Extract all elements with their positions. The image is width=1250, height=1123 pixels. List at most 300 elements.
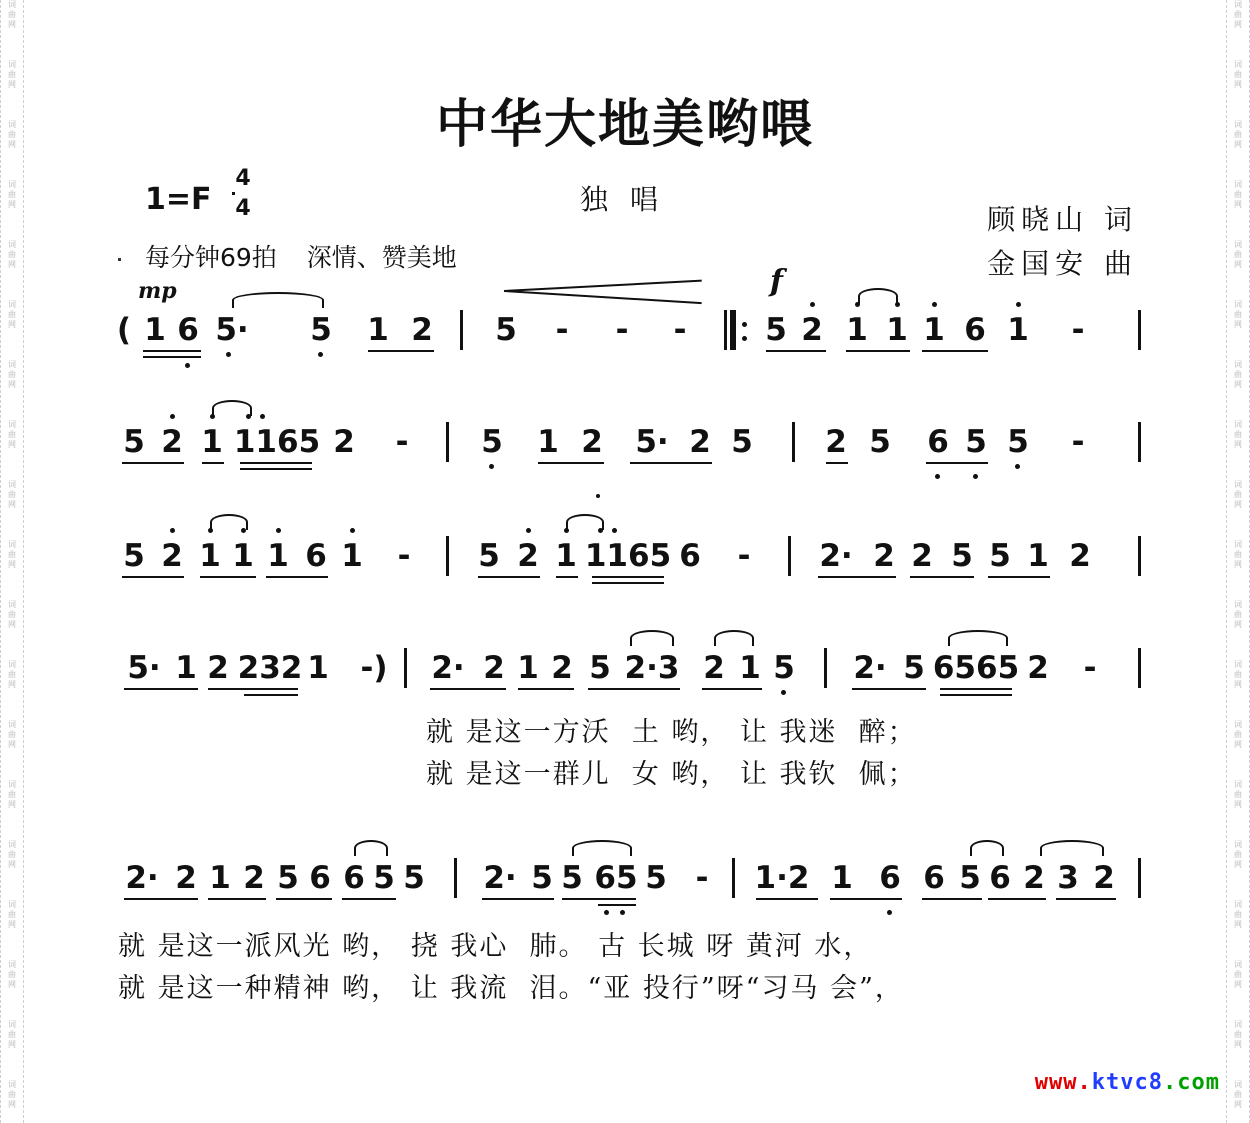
meter-bottom: 4	[235, 196, 251, 221]
barline	[454, 858, 457, 898]
underline	[818, 576, 896, 578]
underline	[922, 350, 988, 352]
lyrics-row4-verse1: 就 是这一方沃 土 哟， 让 我迷 醉；	[426, 717, 917, 748]
site-watermark	[1035, 1070, 1220, 1095]
upper-octave-dot	[246, 414, 251, 419]
side-watermark-char: 网	[1234, 80, 1242, 89]
song-title: 中华大地美哟喂	[435, 95, 814, 155]
note: 5	[731, 424, 753, 460]
underline	[482, 898, 554, 900]
side-watermark-char: 词	[8, 600, 16, 609]
underline	[562, 898, 636, 900]
underline	[538, 462, 604, 464]
barline	[792, 422, 795, 462]
note: 5	[765, 312, 787, 348]
score-row-3	[0, 536, 1250, 596]
note: 1·2	[754, 860, 810, 896]
side-watermark-char: 网	[8, 620, 16, 629]
side-watermark-char: 曲	[8, 310, 16, 319]
note: 5	[123, 424, 145, 460]
side-watermark-char: 词	[1234, 900, 1242, 909]
side-watermark-char: 词	[1234, 960, 1242, 969]
underline	[478, 576, 540, 578]
side-watermark-char: 曲	[1234, 250, 1242, 259]
upper-octave-dot	[276, 528, 281, 533]
stray-dot	[596, 494, 600, 498]
note: 1	[886, 312, 908, 348]
note: 6	[343, 860, 365, 896]
slur	[630, 630, 674, 646]
note: 2·	[483, 860, 517, 896]
side-watermark-char: 网	[1234, 860, 1242, 869]
underline	[430, 688, 506, 690]
side-watermark-char: 词	[1234, 600, 1242, 609]
note: 2	[243, 860, 265, 896]
upper-octave-dot	[598, 528, 603, 533]
side-watermark-char: 网	[1234, 500, 1242, 509]
side-watermark-gap	[1227, 1050, 1249, 1080]
note: 5	[903, 650, 925, 686]
underline	[518, 688, 574, 690]
underline	[240, 468, 312, 470]
underline	[846, 350, 910, 352]
side-watermark-char: 网	[1234, 140, 1242, 149]
side-watermark-char: 曲	[8, 430, 16, 439]
side-watermark-char: 网	[1234, 560, 1242, 569]
side-watermark-char: 曲	[8, 610, 16, 619]
side-watermark-gap	[1, 990, 23, 1020]
underline	[592, 582, 664, 584]
note: 1	[307, 650, 329, 686]
side-watermark-char: 网	[8, 740, 16, 749]
note: -	[555, 312, 569, 348]
side-watermark-char: 词	[8, 360, 16, 369]
side-watermark-gap	[1227, 810, 1249, 840]
underline	[598, 904, 636, 906]
note: 5	[645, 860, 667, 896]
slur	[858, 288, 898, 304]
side-watermark-char: 词	[8, 660, 16, 669]
note: 5	[959, 860, 981, 896]
stray-dot	[118, 258, 121, 261]
note: 1	[1027, 538, 1049, 574]
underline	[244, 694, 298, 696]
note: 2	[703, 650, 725, 686]
side-watermark-char: 网	[8, 980, 16, 989]
underline	[922, 898, 982, 900]
note: -	[615, 312, 629, 348]
underline	[988, 898, 1046, 900]
note: 2·3	[624, 650, 680, 686]
barline	[404, 648, 407, 688]
barline	[1138, 422, 1141, 462]
barline	[460, 310, 463, 350]
expression-marking: 深情、赞美地	[306, 243, 457, 272]
side-watermark-char: 网	[1234, 800, 1242, 809]
lyrics-row5-verse1: 就 是这一派风光 哟， 挠 我心 肺。 古 长城 呀 黄河 水，	[118, 931, 873, 962]
side-watermark-char: 词	[8, 120, 16, 129]
score-row-5	[0, 858, 1250, 918]
side-watermark-gap	[1, 30, 23, 60]
note: 6	[923, 860, 945, 896]
note: 232	[237, 650, 303, 686]
note: 2	[207, 650, 229, 686]
note: 6	[305, 538, 327, 574]
lower-octave-dot	[1015, 464, 1020, 469]
note: 5	[773, 650, 795, 686]
underline	[756, 898, 818, 900]
note: 1	[555, 538, 577, 574]
key-signature: 1=F	[145, 182, 212, 217]
upper-octave-dot	[241, 528, 246, 533]
side-watermark-char: 词	[8, 1020, 16, 1029]
note: -	[1083, 650, 1097, 686]
note: 2	[689, 424, 711, 460]
underline	[124, 688, 198, 690]
note: 65	[594, 860, 638, 896]
side-watermark-char: 曲	[8, 250, 16, 259]
barline	[788, 536, 791, 576]
side-watermark-char: 词	[1234, 480, 1242, 489]
note: 2·	[819, 538, 853, 574]
side-watermark-char: 网	[1234, 20, 1242, 29]
side-watermark-gap	[1227, 30, 1249, 60]
note: 5	[481, 424, 503, 460]
note: 2	[175, 860, 197, 896]
underline	[342, 898, 396, 900]
lower-octave-dot	[620, 910, 625, 915]
underline	[208, 688, 298, 690]
barline	[732, 858, 735, 898]
note: 5	[989, 538, 1011, 574]
note: 1	[209, 860, 231, 896]
side-watermark-char: 曲	[8, 670, 16, 679]
note: 6	[177, 312, 199, 348]
side-watermark-char: 网	[8, 320, 16, 329]
lower-octave-dot	[226, 352, 231, 357]
tempo-bpm: 每分钟69拍	[145, 243, 277, 272]
underline	[766, 350, 826, 352]
side-watermark-gap	[1, 750, 23, 780]
watermark-name: ktvc8	[1091, 1070, 1164, 1095]
side-watermark-char: 曲	[8, 370, 16, 379]
note: 5	[495, 312, 517, 348]
side-watermark-char: 曲	[1234, 730, 1242, 739]
side-watermark-char: 曲	[1234, 190, 1242, 199]
note: -	[737, 538, 751, 574]
side-watermark-char: 网	[8, 1100, 16, 1109]
upper-octave-dot	[170, 414, 175, 419]
slur	[354, 840, 388, 856]
side-watermark-char: 词	[8, 180, 16, 189]
barline	[1138, 858, 1141, 898]
note: 2	[1069, 538, 1091, 574]
note: 6	[989, 860, 1011, 896]
watermark-prefix: www.	[1034, 1070, 1092, 1095]
note: 1	[739, 650, 761, 686]
note: 2	[161, 538, 183, 574]
upper-octave-dot	[612, 528, 617, 533]
side-watermark-char: 曲	[1234, 370, 1242, 379]
note: (	[116, 312, 132, 348]
lyrics-row5-verse2: 就 是这一种精神 哟， 让 我流 泪。“亚 投行”呀“习马 会”，	[118, 973, 904, 1004]
underline	[852, 688, 926, 690]
note: -	[695, 860, 709, 896]
side-watermark-char: 网	[8, 680, 16, 689]
score-row-2	[0, 422, 1250, 482]
note: 1	[144, 312, 166, 348]
barline	[1138, 648, 1141, 688]
side-watermark-char: 网	[8, 860, 16, 869]
underline	[122, 462, 184, 464]
diminuendo-line	[504, 280, 702, 292]
side-watermark-char: 曲	[1234, 610, 1242, 619]
side-watermark-gap	[1227, 210, 1249, 240]
side-watermark-char: 曲	[8, 490, 16, 499]
note: 2	[517, 538, 539, 574]
upper-octave-dot	[932, 302, 937, 307]
note: 2	[825, 424, 847, 460]
side-watermark-char: 曲	[1234, 670, 1242, 679]
underline	[940, 694, 1012, 696]
upper-octave-dot	[350, 528, 355, 533]
side-watermark-char: 词	[1234, 0, 1242, 9]
side-watermark-char: 网	[1234, 1100, 1242, 1109]
side-watermark-char: 网	[1234, 380, 1242, 389]
note: 5·	[215, 312, 249, 348]
side-watermark-char: 词	[8, 420, 16, 429]
side-watermark-char: 词	[8, 900, 16, 909]
side-watermark-gap	[1, 270, 23, 300]
side-watermark-char: 曲	[1234, 550, 1242, 559]
note: 1	[537, 424, 559, 460]
slur	[948, 630, 1008, 646]
side-watermark-char: 曲	[8, 550, 16, 559]
side-watermark-char: 曲	[8, 730, 16, 739]
side-watermark-char: 词	[1234, 720, 1242, 729]
note: 2	[161, 424, 183, 460]
side-watermark-char: 曲	[1234, 490, 1242, 499]
side-watermark-char: 词	[1234, 1020, 1242, 1029]
underline	[276, 898, 332, 900]
diminuendo-line	[504, 290, 702, 304]
side-watermark-gap	[1227, 270, 1249, 300]
note: 2	[911, 538, 933, 574]
note: 1	[199, 538, 221, 574]
side-watermark-char: 网	[1234, 680, 1242, 689]
time-signature	[228, 164, 258, 224]
side-watermark-char: 曲	[8, 1030, 16, 1039]
side-watermark-char: 网	[1234, 980, 1242, 989]
side-watermark-gap	[1227, 750, 1249, 780]
side-watermark-char: 曲	[8, 1090, 16, 1099]
side-watermark-char: 网	[8, 80, 16, 89]
side-watermark-char: 词	[8, 1080, 16, 1089]
side-watermark-gap	[1, 390, 23, 420]
side-watermark-char: 网	[1234, 200, 1242, 209]
side-watermark-char: 网	[1234, 1040, 1242, 1049]
side-watermark-char: 曲	[8, 70, 16, 79]
repeat-dot	[742, 336, 747, 341]
meter-divider	[232, 192, 235, 195]
note: 5	[373, 860, 395, 896]
barline	[724, 310, 727, 350]
slur	[714, 630, 754, 646]
side-watermark-char: 曲	[1234, 1030, 1242, 1039]
note: 5	[561, 860, 583, 896]
side-watermark-char: 网	[8, 920, 16, 929]
barline	[446, 536, 449, 576]
side-watermark-char: 词	[1234, 1080, 1242, 1089]
slur	[572, 840, 632, 856]
note: -	[1071, 312, 1085, 348]
slur	[1040, 840, 1104, 856]
barline	[1138, 310, 1141, 350]
note: 6565	[932, 650, 1020, 686]
underline	[630, 462, 712, 464]
underline	[266, 576, 328, 578]
note: 5	[403, 860, 425, 896]
lower-octave-dot	[781, 690, 786, 695]
note: 2	[581, 424, 603, 460]
note: -	[673, 312, 687, 348]
side-watermark-char: 网	[8, 380, 16, 389]
note: 1	[201, 424, 223, 460]
note: 1	[923, 312, 945, 348]
underline	[940, 688, 1012, 690]
underline	[592, 576, 664, 578]
side-watermark-char: 词	[1234, 300, 1242, 309]
side-watermark-char: 词	[8, 840, 16, 849]
underline	[200, 576, 256, 578]
underline	[240, 462, 312, 464]
note: 1	[831, 860, 853, 896]
side-watermark-char: 词	[8, 0, 16, 9]
side-watermark-gap	[1, 1110, 23, 1123]
upper-octave-dot	[526, 528, 531, 533]
note: -	[395, 424, 409, 460]
side-watermark-char: 网	[8, 200, 16, 209]
note: 2	[1027, 650, 1049, 686]
note: 5·	[635, 424, 669, 460]
upper-octave-dot	[810, 302, 815, 307]
lower-octave-dot	[185, 363, 190, 368]
side-watermark-char: 词	[8, 300, 16, 309]
side-watermark-char: 曲	[8, 130, 16, 139]
underline	[208, 898, 266, 900]
note: 3	[1057, 860, 1079, 896]
score-row-4	[0, 648, 1250, 708]
side-watermark-char: 网	[1234, 320, 1242, 329]
slur	[232, 292, 324, 308]
note: 2	[411, 312, 433, 348]
note: 5	[869, 424, 891, 460]
side-watermark-gap	[1, 210, 23, 240]
performance-type: 独唱	[580, 183, 681, 216]
side-watermark-char: 词	[1234, 240, 1242, 249]
side-watermark-char: 网	[1234, 620, 1242, 629]
lower-octave-dot	[973, 474, 978, 479]
repeat-dot	[742, 322, 747, 327]
side-watermark-char: 曲	[1234, 70, 1242, 79]
note: 5	[310, 312, 332, 348]
side-watermark-char: 网	[8, 1040, 16, 1049]
upper-octave-dot	[170, 528, 175, 533]
side-watermark-char: 网	[8, 560, 16, 569]
side-watermark-char: 曲	[8, 970, 16, 979]
side-watermark-char: 网	[8, 800, 16, 809]
underline	[910, 576, 974, 578]
side-watermark-char: 曲	[8, 10, 16, 19]
barline	[824, 648, 827, 688]
side-watermark-char: 网	[8, 440, 16, 449]
note: 6	[679, 538, 701, 574]
side-watermark-char: 词	[1234, 60, 1242, 69]
side-watermark-char: 词	[8, 540, 16, 549]
underline	[124, 898, 198, 900]
side-watermark-char: 曲	[8, 850, 16, 859]
note: 5	[589, 650, 611, 686]
side-watermark-char: 词	[1234, 420, 1242, 429]
side-watermark-char: 词	[1234, 840, 1242, 849]
side-watermark-char: 曲	[1234, 1090, 1242, 1099]
side-watermark-char: 网	[1234, 440, 1242, 449]
side-watermark-char: 网	[8, 20, 16, 29]
note: 5·	[127, 650, 161, 686]
side-watermark-char: 词	[1234, 540, 1242, 549]
side-watermark-char: 词	[1234, 180, 1242, 189]
note: 2	[801, 312, 823, 348]
note: 5	[123, 538, 145, 574]
note: 6	[309, 860, 331, 896]
side-watermark-char: 曲	[1234, 910, 1242, 919]
underline	[202, 462, 224, 464]
side-watermark-char: 曲	[1234, 430, 1242, 439]
side-watermark-char: 网	[8, 500, 16, 509]
note: -	[397, 538, 411, 574]
side-watermark-char: 曲	[1234, 310, 1242, 319]
side-watermark-char: 词	[8, 480, 16, 489]
note: 5	[1007, 424, 1029, 460]
side-watermark-char: 曲	[8, 910, 16, 919]
side-watermark-char: 网	[1234, 920, 1242, 929]
dynamic-mp: mp	[138, 278, 177, 304]
side-watermark-gap	[1227, 1110, 1249, 1123]
side-watermark-char: 词	[8, 960, 16, 969]
upper-octave-dot	[260, 414, 265, 419]
note: 1	[1007, 312, 1029, 348]
underline	[143, 350, 201, 352]
underline	[143, 356, 201, 358]
side-watermark-char: 网	[1234, 740, 1242, 749]
note: -)	[360, 650, 388, 686]
dynamic-f: f	[770, 264, 783, 299]
lower-octave-dot	[935, 474, 940, 479]
lower-octave-dot	[604, 910, 609, 915]
underline	[826, 462, 848, 464]
side-watermark-gap	[1, 930, 23, 960]
underline	[588, 688, 680, 690]
side-watermark-gap	[1, 810, 23, 840]
side-watermark-char: 曲	[1234, 790, 1242, 799]
slur	[970, 840, 1004, 856]
side-watermark-char: 曲	[1234, 10, 1242, 19]
underline	[702, 688, 762, 690]
side-watermark-char: 词	[8, 240, 16, 249]
note: 5	[951, 538, 973, 574]
side-watermark-char: 词	[1234, 360, 1242, 369]
note: 5	[965, 424, 987, 460]
